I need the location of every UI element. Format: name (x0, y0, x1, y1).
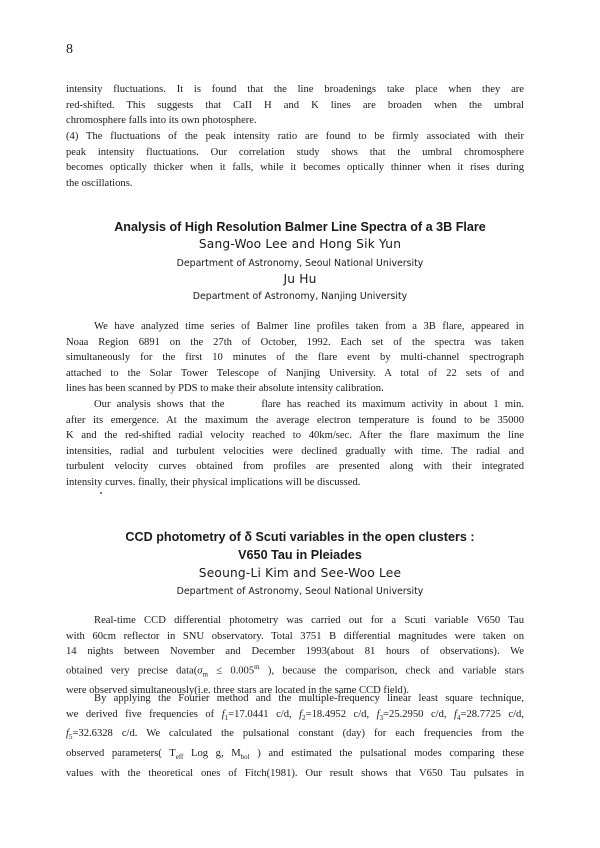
abstract1-affiliation: Department of Astronomy, Seoul National University (176, 258, 424, 269)
text-line (66, 707, 524, 727)
subscript: 4 (456, 713, 461, 722)
text-fragment: we derived five frequencies of (66, 708, 222, 720)
text-line (66, 660, 524, 683)
text-line: Noaa Region 6891 on the 27th of October, 1992. Each set of the spectra was taken (66, 336, 524, 348)
text-line: after its emergence. At the maximum the average electron temperature is found to be 35000 (66, 414, 524, 426)
subscript: eff (175, 753, 184, 762)
frequency-symbol: f (221, 708, 225, 720)
text-line: We have analyzed time series of Balmer line profiles taken from a 3B flare, appeared in (94, 321, 524, 332)
text-line: simultaneously for the first 10 minutes of the flare event by multi-channel spectrograph (66, 352, 524, 364)
abstract1-authors: Sang-Woo Lee and Hong Sik Yun (198, 237, 402, 251)
text-line: By applying the Fourier method and the multiple-frequency linear least square technique, (94, 693, 524, 704)
text-line: intensity fluctuations. It is found that the line broadenings take place when they are (66, 84, 524, 95)
text-line: peak intensity fluctuations. Our correlation study shows that the umbral chromosphere (66, 146, 524, 158)
text-line: becomes optically thicker when it falls, while it becomes optically thinner when it rises during (66, 162, 524, 174)
abstract2-paragraph-2 (66, 691, 524, 781)
abstract2-title-line-2: V650 Tau in Pleiades (238, 548, 362, 562)
subscript: 1 (224, 713, 229, 722)
text-line: K and the red-shifted radial velocity reached to 40km/sec. After the flare maximum the line (66, 430, 524, 442)
abstract2-title-line-1: CCD photometry of δ Scuti variables in the open clusters : (125, 530, 475, 544)
subscript: m (202, 670, 208, 679)
text-line: Our analysis shows that the flare has reached its maximum activity in about 1 min. (94, 399, 524, 410)
text-line: turbulent velocity curves obtained from profiles are presented along with their integrated (66, 461, 524, 473)
text-line: red-shifted. This suggests that CaII H and K lines are broaden when the umbral (66, 99, 524, 111)
text-fragment: ) and estimated the pulsational modes comparing these (249, 748, 525, 759)
text-line: attached to the Solar Tower Telescope of Nanjing University. A total of 22 sets of and (66, 367, 524, 379)
subscript: bol (240, 753, 250, 762)
text-line (66, 746, 524, 766)
text-fragment: =25.2950 c/d, (383, 708, 455, 720)
superscript: m (254, 662, 260, 671)
text-fragment: observed parameters( T (66, 748, 176, 759)
sigma-symbol: σ (197, 665, 203, 677)
text-fragment: Log g, M (183, 748, 241, 759)
text-fragment: =18.4952 c/d, (305, 708, 377, 720)
page-number: 8 (66, 42, 73, 57)
text-line: 14 nights between November and December 1993(about 81 hours of observations). We (66, 646, 524, 658)
text-line: intensities, radial and turbulent velocities were declined gradually with time. The radial and (66, 445, 524, 457)
text-line: chromosphere falls into its own photosphere. (66, 115, 257, 127)
text-line: intensity curves. finally, their physical implications will be discussed. (66, 476, 361, 488)
subscript: 2 (302, 713, 306, 722)
abstract1-paragraph-2 (66, 397, 524, 491)
text-line: Real-time CCD differential photometry was carried out for a Scuti variable V650 Tau (94, 615, 524, 626)
text-fragment: =28.7725 c/d, (460, 708, 524, 720)
text-fragment: ≤ 0.005 (207, 665, 255, 677)
text-line: the oscillations. (66, 177, 133, 189)
intro-paragraph-1 (66, 82, 524, 129)
abstract2-paragraph-1 (66, 613, 524, 699)
text-line: values with the theoretical ones of Fitch(1981). Our result shows that V650 Tau pulsates in (66, 767, 524, 779)
abstract2-affiliation: Department of Astronomy, Seoul National University (176, 586, 424, 597)
frequency-symbol: f (376, 708, 380, 720)
text-fragment: =32.6328 c/d. We calculated the pulsational constant (day) for each frequencies from the (72, 728, 524, 740)
abstract1-authors-2: Ju Hu (283, 272, 317, 286)
abstract1-title: Analysis of High Resolution Balmer Line Spectra of a 3B Flare (114, 220, 486, 234)
frequency-symbol: f (66, 728, 69, 740)
intro-paragraph-2 (66, 129, 524, 191)
text-line: lines has been scanned by PDS to make their absolute intensity calibration. (66, 383, 384, 395)
text-line: were observed simultaneously(i.e. three stars are located in the same CCD field). (66, 685, 410, 697)
text-fragment: obtained very precise data( (66, 665, 198, 677)
abstract1-paragraph-1 (66, 319, 524, 397)
text-line (66, 726, 524, 746)
text-line: (4) The fluctuations of the peak intensity ratio are found to be firmly associated with their (66, 131, 524, 142)
subscript: 5 (68, 733, 73, 742)
frequency-symbol: f (299, 708, 303, 720)
text-fragment: =17.0441 c/d, (228, 708, 300, 720)
stray-dot (100, 492, 102, 494)
abstract2-authors: Seoung-Li Kim and See-Woo Lee (198, 566, 402, 580)
frequency-symbol: f (454, 708, 457, 720)
subscript: 3 (379, 713, 384, 722)
text-line: with 60cm reflector in SNU observatory. Total 3751 B differential magnitudes were taken on (66, 630, 524, 642)
text-fragment: ), because the comparison, check and variable stars (259, 665, 524, 677)
abstract1-affiliation-2: Department of Astronomy, Nanjing University (192, 291, 408, 302)
